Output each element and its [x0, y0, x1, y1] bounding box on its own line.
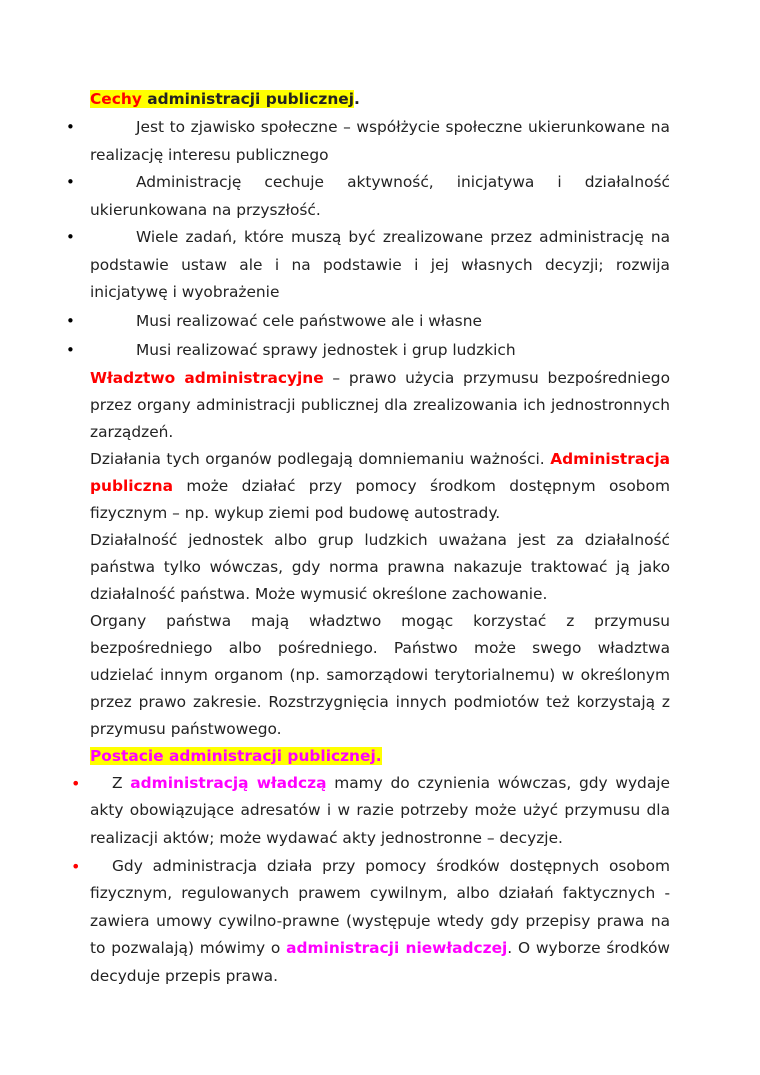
list-item — [66, 114, 670, 169]
list-item — [66, 308, 670, 336]
list-item — [66, 337, 670, 365]
list-item — [66, 224, 670, 307]
bullet-icon: • — [66, 118, 75, 136]
term-authority: Władztwo administracyjne — [90, 368, 324, 387]
list-item-text: Administrację cechuje aktywność, inicjatywa i działalność ukierunkowana na przyszłość. — [90, 173, 670, 219]
list-item-text: Wiele zadań, które muszą być zrealizowane przez administrację na podstawie ustaw ale i na podstawie i jej własnych decyzji; rozwija inicjatywę i wyobrażenie — [90, 228, 670, 301]
list-item — [71, 853, 670, 991]
paragraph-validity — [90, 446, 670, 527]
form-text-after: mamy do czynienia wówczas, gdy wydaje akty obowiązujące adresatów i w razie potrzeby może użyć przymusu dla realizacji aktów; może wydawać akty jednostronne – decyzje. — [90, 773, 671, 847]
heading-features-word-red: Cechy — [90, 90, 142, 108]
forms-list — [71, 770, 671, 991]
bullet-icon: • — [66, 311, 75, 330]
bullet-icon: • — [66, 341, 75, 359]
heading-forms-text: Postacie administracji publicznej. — [90, 746, 382, 765]
heading-features-highlight — [90, 90, 354, 108]
term-non-authoritative-administration: administracji niewładczej — [286, 939, 508, 957]
heading-features — [90, 88, 670, 110]
paragraph-state-activity: Działalność jednostek albo grup ludzkich uważana jest za działalność państwa tylko wówczas, gdy norma prawna nakazuje traktować ją jako działalność państwa. Może wymusić określone zachowanie. — [90, 530, 670, 603]
document-page — [66, 88, 671, 991]
term-authoritative-administration: administracją władczą — [130, 773, 327, 792]
bullet-icon: • — [66, 228, 75, 246]
paragraph-authority-text: – prawo użycia przymusu bezpośredniego przez organy administracji publicznej dla zrealizowania ich jednostronnych zarządzeń. — [90, 368, 670, 441]
list-item-text: Musi realizować sprawy jednostek i grup ludzkich — [136, 341, 516, 359]
paragraph-state-organs: Organy państwa mają władztwo mogąc korzystać z przymusu bezpośredniego albo pośredniego. Państwo może swego władztwa udzielać innym organom (np. samorządowi terytorialnemu) w określonym przez prawo zakresie. Rozstrzygnięcia innych podmiotów też korzystają z przymusu państwowego. — [90, 611, 670, 738]
form-text-before: Z — [112, 773, 131, 792]
list-item — [66, 169, 670, 224]
term-public-administration: Administracja publiczna — [90, 449, 670, 495]
form-text-after: . O wyborze środków decyduje przepis prawa. — [90, 939, 670, 985]
list-item — [71, 770, 671, 853]
paragraph-authority — [90, 365, 670, 446]
heading-forms — [90, 743, 670, 770]
paragraph-validity-text-before: Działania tych organów podlegają domniemaniu ważności. — [90, 449, 551, 468]
list-item-text: Jest to zjawisko społeczne – współżycie społeczne ukierunkowane na realizację interesu publicznego — [90, 118, 670, 164]
bullet-icon: • — [71, 856, 81, 876]
features-list — [66, 114, 670, 365]
paragraph-validity-text-after: może działać przy pomocy środkom dostępnym osobom fizycznym – np. wykup ziemi pod budowę autostrady. — [90, 476, 670, 522]
list-item-text: Musi realizować cele państwowe ale i własne — [136, 311, 482, 330]
bullet-icon: • — [71, 773, 81, 793]
heading-features-rest: administracji publicznej — [141, 90, 354, 108]
form-text-before: Gdy administracja działa przy pomocy środków dostępnych osobom fizycznym, regulowanych prawem cywilnym, albo działań faktycznych - zawiera umowy cywilno-prawne (występuje wtedy gdy przepisy prawa na to pozwalają) mówimy o — [90, 856, 670, 957]
heading-features-period: . — [353, 90, 360, 108]
bullet-icon: • — [66, 173, 75, 191]
